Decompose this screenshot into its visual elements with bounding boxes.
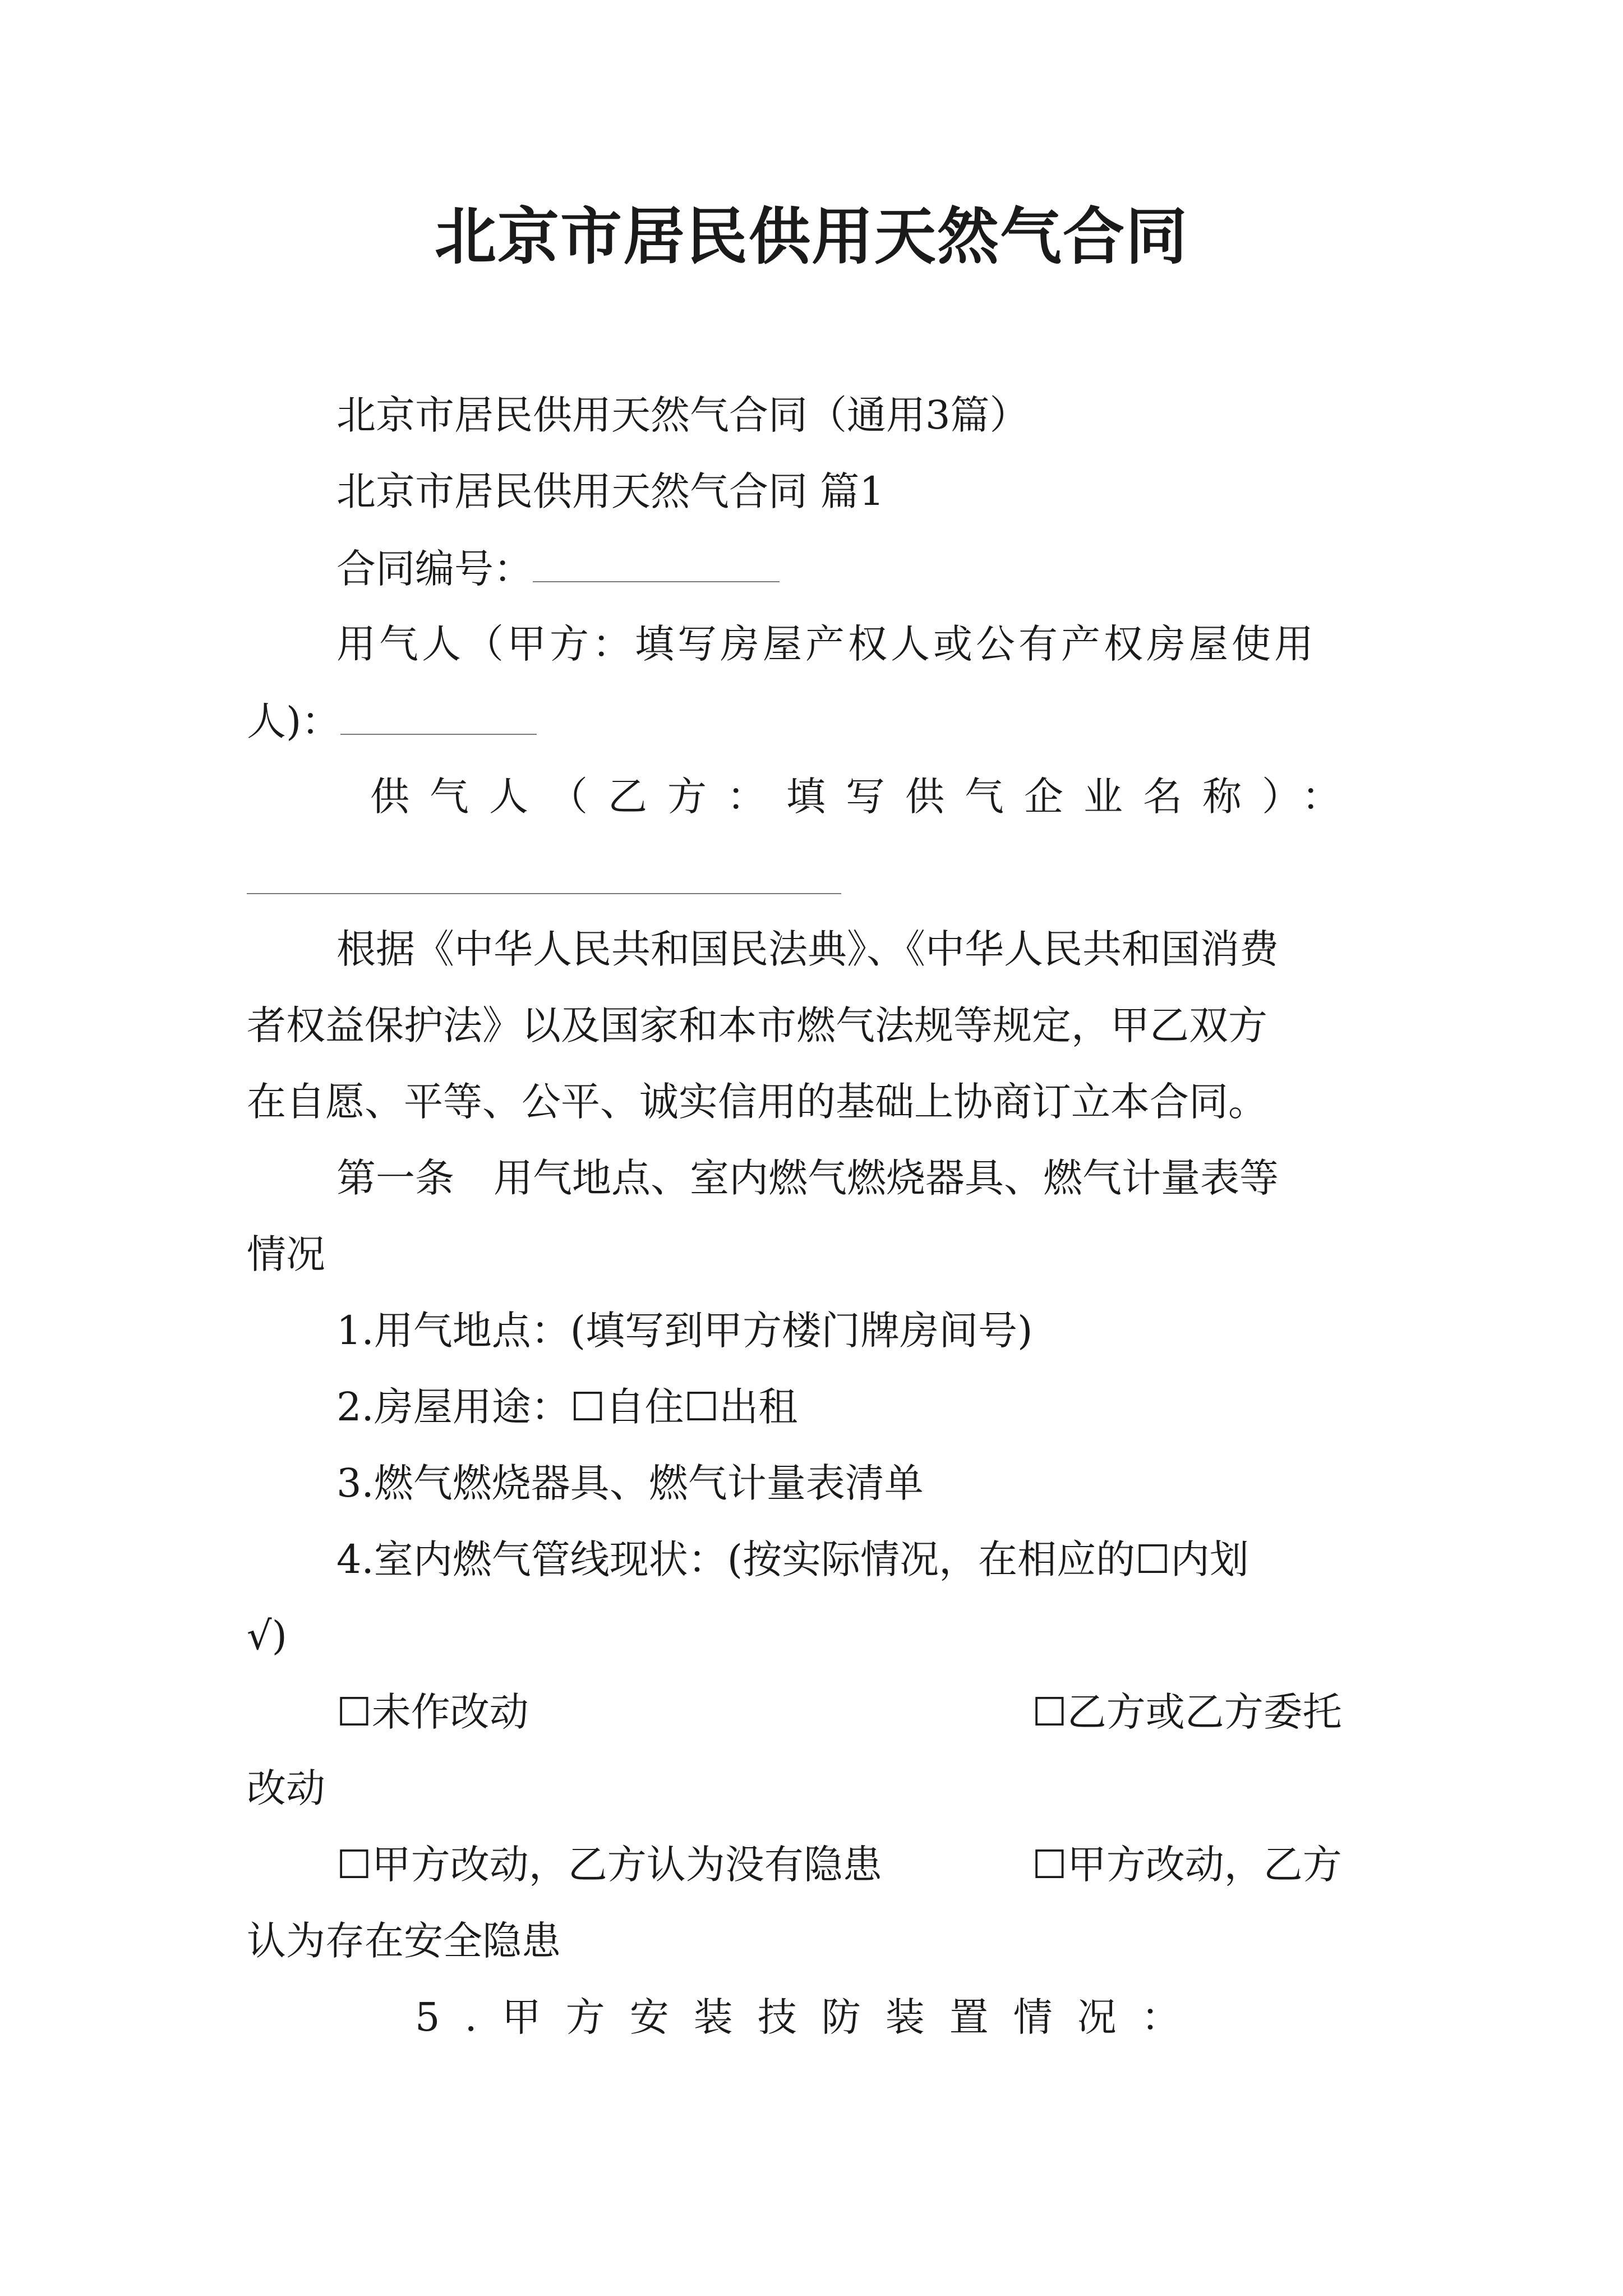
option-unchanged: ☐未作改动 bbox=[336, 1689, 529, 1735]
option-party-b-changed: ☐乙方或乙方委托 bbox=[1032, 1689, 1342, 1735]
party-a-label: 人)： bbox=[247, 698, 341, 744]
article-1-heading-cont: 情况 bbox=[247, 1231, 325, 1277]
subtitle-part-1: 北京市居民供用天然气合同 篇1 bbox=[336, 468, 884, 514]
document-title: 北京市居民供用天然气合同 bbox=[435, 200, 1188, 273]
preamble-line-1: 根据《中华人民共和国民法典》、《中华人民共和国消费 bbox=[336, 926, 1279, 972]
party-a-line-2 bbox=[247, 692, 537, 749]
item-4-pipeline-cont: √) bbox=[247, 1613, 287, 1659]
item-4-pipeline: 4.室内燃气管线现状：(按实际情况，在相应的☐内划 bbox=[336, 1536, 1249, 1582]
party-b-field[interactable] bbox=[247, 893, 841, 894]
contract-number-field[interactable] bbox=[533, 540, 780, 582]
item-1-location: 1.用气地点：(填写到甲方楼门牌房间号) bbox=[336, 1308, 1033, 1354]
item-5-text: 5.甲方安装技防装置情况： bbox=[415, 1994, 1205, 2040]
party-a-field[interactable] bbox=[340, 692, 537, 735]
item-2-usage: 2.房屋用途：☐自住☐出租 bbox=[336, 1384, 798, 1430]
option-party-a-no-hazard: ☐甲方改动，乙方认为没有隐患 bbox=[336, 1842, 882, 1888]
party-a-text: 用气人（甲方：填写房屋产权人或公有产权房屋使用 bbox=[336, 621, 1317, 667]
option-party-a-hazard-cont: 认为存在安全隐患 bbox=[247, 1918, 561, 1964]
item-3-appliances: 3.燃气燃烧器具、燃气计量表清单 bbox=[336, 1460, 924, 1506]
preamble-line-2: 者权益保护法》以及国家和本市燃气法规等规定，甲乙双方 bbox=[247, 1002, 1267, 1048]
party-a-line-1 bbox=[336, 616, 1317, 672]
option-party-b-changed-cont: 改动 bbox=[247, 1765, 325, 1811]
contract-number-label: 合同编号： bbox=[336, 546, 533, 592]
party-b-text: 供气人（乙方：填写供气企业名称）： bbox=[370, 774, 1361, 820]
item-5-security-devices bbox=[415, 1989, 1205, 2045]
preamble-line-3: 在自愿、平等、公平、诚实信用的基础上协商订立本合同。 bbox=[247, 1079, 1267, 1125]
party-b-line bbox=[370, 769, 1361, 825]
subtitle-general: 北京市居民供用天然气合同（通用3篇） bbox=[336, 392, 1029, 438]
option-party-a-hazard: ☐甲方改动，乙方 bbox=[1032, 1842, 1342, 1888]
article-1-heading: 第一条 用气地点、室内燃气燃烧器具、燃气计量表等 bbox=[336, 1155, 1279, 1201]
contract-number-row bbox=[336, 540, 780, 597]
